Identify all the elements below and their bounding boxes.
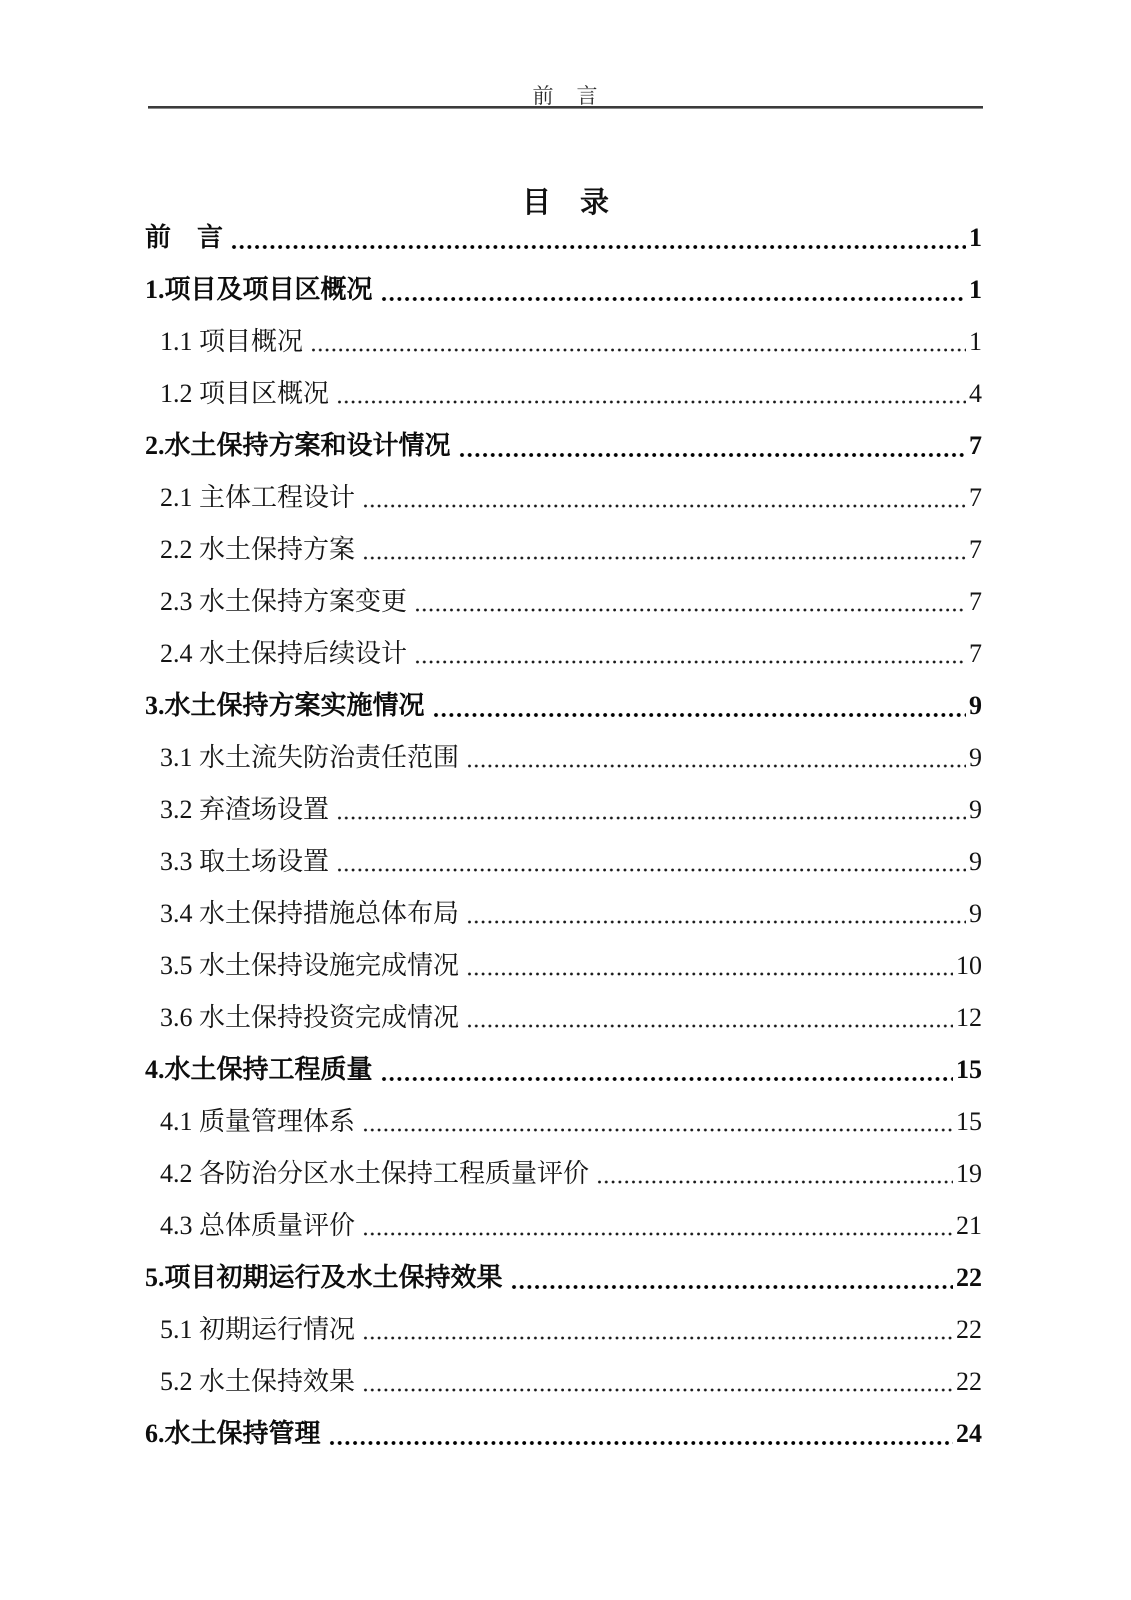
toc-entry-page: 22: [956, 1367, 982, 1396]
toc-entry-page: 9: [969, 847, 982, 876]
toc-entry-page: 15: [956, 1055, 982, 1084]
toc-dot-leader: [363, 1335, 953, 1341]
toc-entry[interactable]: [145, 628, 982, 680]
toc-entry-page: 9: [969, 691, 982, 720]
toc-entry-label: 4.水土保持工程质量: [145, 1055, 373, 1084]
toc-entry[interactable]: [145, 784, 982, 836]
toc-dot-leader: [459, 452, 966, 458]
toc-dot-leader: [381, 296, 966, 302]
toc-entry[interactable]: [145, 1096, 982, 1148]
toc-entry[interactable]: [145, 472, 982, 524]
toc-dot-leader: [467, 971, 953, 977]
toc-dot-leader: [511, 1284, 953, 1290]
toc-entry-page: 7: [969, 483, 982, 512]
toc-dot-leader: [337, 867, 966, 873]
toc-entry[interactable]: [145, 836, 982, 888]
toc-entry-label: 2.1 主体工程设计: [160, 483, 356, 512]
toc-dot-leader: [363, 503, 966, 509]
toc-entry[interactable]: [145, 316, 982, 368]
toc-entry-page: 1: [969, 327, 982, 356]
running-header-text: 前 言: [532, 84, 599, 108]
toc-entry-label: 前 言: [145, 223, 224, 252]
toc-entry-page: 4: [969, 379, 982, 408]
toc-dot-leader: [363, 1127, 953, 1133]
toc-entry-page: 7: [969, 639, 982, 668]
toc-entry-label: 4.2 各防治分区水土保持工程质量评价: [160, 1159, 590, 1188]
toc-dot-leader: [467, 919, 966, 925]
toc-dot-leader: [415, 659, 966, 665]
toc-entry-page: 21: [956, 1211, 982, 1240]
toc-entry-page: 24: [956, 1419, 982, 1448]
toc-entry-page: 1: [969, 275, 982, 304]
toc-entry-page: 22: [956, 1263, 982, 1292]
header-rule: [148, 106, 983, 109]
toc-dot-leader: [363, 1231, 953, 1237]
toc-entry-label: 4.3 总体质量评价: [160, 1211, 356, 1240]
toc-entry-page: 7: [969, 431, 982, 460]
toc-dot-leader: [231, 244, 966, 250]
toc-dot-leader: [329, 1440, 953, 1446]
toc-dot-leader: [363, 1387, 953, 1393]
toc-entry-page: 12: [956, 1003, 982, 1032]
toc-entry-page: 15: [956, 1107, 982, 1136]
toc-entry[interactable]: [145, 524, 982, 576]
toc-title: 目 录: [521, 187, 609, 219]
toc-entry[interactable]: [145, 888, 982, 940]
toc-dot-leader: [311, 347, 966, 353]
toc-entry-page: 9: [969, 899, 982, 928]
toc-entry-page: 7: [969, 535, 982, 564]
toc-entry[interactable]: [145, 264, 982, 316]
toc-entry-label: 3.5 水土保持设施完成情况: [160, 951, 460, 980]
toc-dot-leader: [363, 555, 966, 561]
toc-entry[interactable]: [145, 212, 982, 264]
toc-entry-label: 5.项目初期运行及水土保持效果: [145, 1263, 503, 1292]
toc-entry-label: 5.2 水土保持效果: [160, 1367, 356, 1396]
toc-dot-leader: [467, 763, 966, 769]
toc-entry[interactable]: [145, 576, 982, 628]
toc-entry-label: 2.4 水土保持后续设计: [160, 639, 408, 668]
toc-dot-leader: [597, 1179, 953, 1185]
toc-entry[interactable]: [145, 732, 982, 784]
toc-entry-label: 3.2 弃渣场设置: [160, 795, 330, 824]
toc-entry-label: 2.3 水土保持方案变更: [160, 587, 408, 616]
toc-entry[interactable]: [145, 1408, 982, 1460]
toc-entry-label: 1.1 项目概况: [160, 327, 304, 356]
toc-entry[interactable]: [145, 1252, 982, 1304]
toc-entry[interactable]: [145, 1304, 982, 1356]
toc-entry-label: 3.水土保持方案实施情况: [145, 691, 425, 720]
toc-entry-label: 2.水土保持方案和设计情况: [145, 431, 451, 460]
toc-list: [145, 212, 982, 1460]
toc-entry-label: 3.1 水土流失防治责任范围: [160, 743, 460, 772]
toc-entry[interactable]: [145, 368, 982, 420]
toc-dot-leader: [415, 607, 966, 613]
toc-entry-label: 6.水土保持管理: [145, 1419, 321, 1448]
toc-entry-page: 1: [969, 223, 982, 252]
toc-dot-leader: [381, 1076, 953, 1082]
toc-entry-page: 9: [969, 743, 982, 772]
toc-entry[interactable]: [145, 940, 982, 992]
toc-entry-page: 9: [969, 795, 982, 824]
toc-entry-label: 1.2 项目区概况: [160, 379, 330, 408]
toc-entry[interactable]: [145, 1148, 982, 1200]
toc-dot-leader: [337, 815, 966, 821]
toc-entry-label: 5.1 初期运行情况: [160, 1315, 356, 1344]
toc-entry-label: 3.4 水土保持措施总体布局: [160, 899, 460, 928]
toc-entry-label: 2.2 水土保持方案: [160, 535, 356, 564]
toc-entry[interactable]: [145, 1044, 982, 1096]
toc-entry-page: 19: [956, 1159, 982, 1188]
toc-entry[interactable]: [145, 680, 982, 732]
toc-entry-page: 10: [956, 951, 982, 980]
toc-entry-label: 3.6 水土保持投资完成情况: [160, 1003, 460, 1032]
toc-dot-leader: [467, 1023, 953, 1029]
toc-entry[interactable]: [145, 420, 982, 472]
toc-entry-label: 4.1 质量管理体系: [160, 1107, 356, 1136]
toc-entry-page: 7: [969, 587, 982, 616]
toc-entry-label: 1.项目及项目区概况: [145, 275, 373, 304]
toc-dot-leader: [433, 712, 966, 718]
toc-entry-label: 3.3 取土场设置: [160, 847, 330, 876]
toc-entry[interactable]: [145, 992, 982, 1044]
toc-entry-page: 22: [956, 1315, 982, 1344]
toc-dot-leader: [337, 399, 966, 405]
toc-entry[interactable]: [145, 1200, 982, 1252]
toc-entry[interactable]: [145, 1356, 982, 1408]
